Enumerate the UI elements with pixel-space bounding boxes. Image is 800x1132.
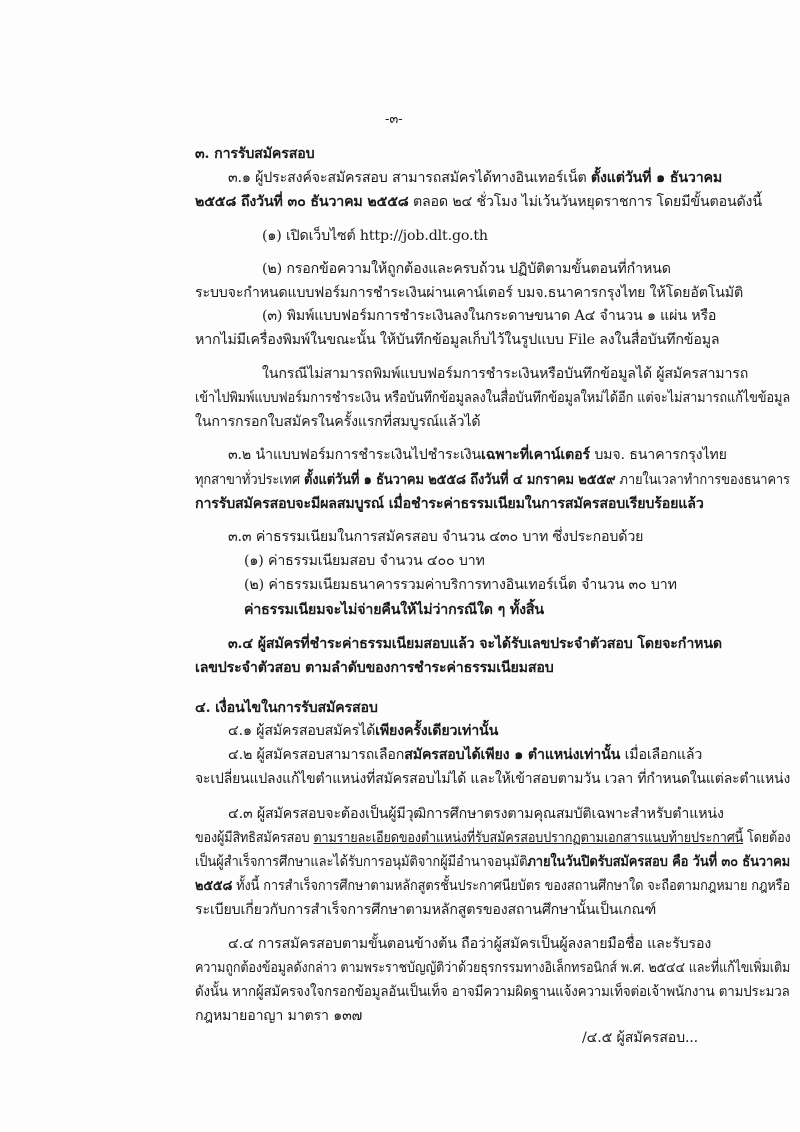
paragraph-3-2-line-2 (195, 471, 790, 489)
paragraph-4-3-line-1: ๔.๓ ผู้สมัครสอบจะต้องเป็นผู้มีวุฒิการศึกษาตรงตามคุณสมบัติเฉพาะสำหรับตำแหน่ง (228, 806, 724, 822)
paragraph-4-1 (228, 722, 498, 740)
paragraph-3-2-branches: ทุกสาขาทั่วประเทศ (195, 472, 305, 488)
paragraph-4-4-line-1: ๔.๔ การสมัครสอบตามขั้นตอนข้างต้น ถือว่าผู้สมัครเป็นผู้ลงลายมือชื่อ และรับรอง (228, 936, 712, 952)
paragraph-4-3-year: ๒๕๕๘ (195, 878, 233, 894)
paragraph-3-2-bank: บมจ. ธนาคารกรุงไทย (589, 447, 727, 463)
paragraph-3-1-text: ๓.๑ ผู้ประสงค์จะสมัครสอบ สามารถสมัครได้ทางอินเทอร์เน็ต (228, 170, 591, 186)
step-3-line-1: (๓) พิมพ์แบบฟอร์มการชำระเงินลงในกระดาษขนาด A๔ จำนวน ๑ แผ่น หรือ (262, 308, 717, 324)
paragraph-4-3-eligible: ของผู้มีสิทธิสมัครสอบ (195, 830, 314, 846)
paragraph-3-2-payment-period: ตั้งแต่วันที่ ๑ ธันวาคม ๒๕๕๘ ถึงวันที่ ๔ มกราคม ๒๕๕๙ (304, 472, 616, 488)
paragraph-4-3-criteria: ทั้งนี้ การสำเร็จการศึกษาตามหลักสูตรชั้นประกาศนียบัตร ของสถานศึกษาใด จะถือตามกฎหมาย กฎหรือ (232, 878, 791, 894)
paragraph-4-3-line-3 (195, 853, 790, 871)
note-line-1: ในกรณีไม่สามารถพิมพ์แบบฟอร์มการชำระเงินหรือบันทึกข้อมูลได้ ผู้สมัครสามารถ (262, 366, 749, 382)
paragraph-3-4-line-1: ๓.๔ ผู้สมัครที่ชำระค่าธรรมเนียมสอบแล้ว จะได้รับเลขประจำตัวสอบ โดยจะกำหนด (228, 636, 722, 652)
paragraph-4-3-graduate: เป็นผู้สำเร็จการศึกษาและได้รับการอนุมัติจากผู้มีอำนาจอนุมัติ (195, 854, 528, 870)
fee-item-2: (๒) ค่าธรรมเนียมธนาคารรวมค่าบริการทางอินเทอร์เน็ต จำนวน ๓๐ บาท (244, 577, 677, 593)
note-line-2: เข้าไปพิมพ์แบบฟอร์มการชำระเงิน หรือบันทึกข้อมูลลงในสื่อบันทึกข้อมูลใหม่ได้อีก แต่จะไม่สามารถแก้ไขข้อมูล (195, 390, 791, 406)
note-line-3: ในการกรอกใบสมัครในครั้งแรกที่สมบูรณ์แล้วได้ (195, 414, 481, 430)
paragraph-3-2-bank-hours: ภายในเวลาทำการของธนาคาร (615, 472, 790, 488)
paragraph-3-2-text: ๓.๒ นำแบบฟอร์มการชำระเงินไปชำระเงิน (228, 447, 482, 463)
paragraph-3-1-date: ตั้งแต่วันที่ ๑ ธันวาคม (590, 170, 723, 186)
paragraph-4-2-text: ๔.๒ ผู้สมัครสอบสามารถเลือก (228, 747, 405, 763)
paragraph-3-1-line-1 (228, 169, 722, 187)
paragraph-4-4-line-4: กฎหมายอาญา มาตรา ๑๓๗ (195, 1008, 363, 1024)
paragraph-3-1-line-2 (195, 193, 762, 211)
paragraph-3-3: ๓.๓ ค่าธรรมเนียมในการสมัครสอบ จำนวน ๔๓๐ บาท ซึ่งประกอบด้วย (228, 529, 644, 545)
paragraph-3-4-line-2: เลขประจำตัวสอบ ตามลำดับของการชำระค่าธรรมเนียมสอบ (195, 660, 554, 676)
paragraph-4-4-line-3: ดังนั้น หากผู้สมัครจงใจกรอกข้อมูลอันเป็นเท็จ อาจมีความผิดฐานแจ้งความเท็จต่อเจ้าพนักงาน ตามประมวล (195, 984, 790, 1000)
paragraph-3-2-line-3: การรับสมัครสอบจะมีผลสมบูรณ์ เมื่อชำระค่าธรรมเนียมในการสมัครสอบเรียบร้อยแล้ว (195, 496, 704, 512)
paragraph-4-3-line-4 (195, 877, 790, 895)
paragraph-3-2-counter-only: เฉพาะที่เคาน์เตอร์ (481, 447, 590, 463)
fee-non-refundable-note: ค่าธรรมเนียมจะไม่จ่ายคืนให้ไม่ว่ากรณีใด ๆ ทั้งสิ้น (244, 602, 544, 618)
paragraph-4-4-line-2: ความถูกต้องข้อมูลดังกล่าว ตามพระราชบัญญัติว่าด้วยธุรกรรมทางอิเล็กทรอนิกส์ พ.ศ. ๒๕๔๔ และที่แก้ไขเพิ่มเติม (195, 960, 791, 976)
paragraph-4-3-must: โดยต้อง (743, 830, 791, 846)
paragraph-3-1-text-2: ตลอด ๒๔ ชั่วโมง ไม่เว้นวันหยุดราชการ โดยมีขั้นตอนดังนี้ (408, 194, 762, 210)
paragraph-4-2-line-2: จะเปลี่ยนแปลงแก้ไขตำแหน่งที่สมัครสอบไม่ได้ และให้เข้าสอบตามวัน เวลา ที่กำหนดในแต่ละตำแหน่ง (195, 771, 791, 787)
continuation-marker: /๔.๕ ผู้สมัครสอบ... (582, 1030, 699, 1046)
paragraph-3-1-date-end: ๒๕๕๘ ถึงวันที่ ๓๐ ธันวาคม ๒๕๕๘ (195, 194, 409, 210)
paragraph-4-2-after-select: เมื่อเลือกแล้ว (620, 747, 703, 763)
paragraph-3-2-line-1 (228, 446, 727, 464)
paragraph-4-1-once-only: เพียงครั้งเดียวเท่านั้น (375, 723, 499, 739)
page-number: -๓- (385, 112, 403, 127)
step-2-line-2: ระบบจะกำหนดแบบฟอร์มการชำระเงินผ่านเคาน์เตอร์ บมจ.ธนาคารกรุงไทย ให้โดยอัตโนมัติ (195, 285, 744, 301)
step-1-open-website: (๑) เปิดเว็บไซต์ http://job.dlt.go.th (262, 228, 488, 244)
paragraph-4-1-text: ๔.๑ ผู้สมัครสอบสมัครได้ (228, 723, 376, 739)
section-3-heading: ๓. การรับสมัครสอบ (195, 146, 315, 162)
paragraph-4-3-attachment-reference: ตามรายละเอียดของตำแหน่งที่รับสมัครสอบปรากฏตามเอกสารแนบท้ายประกาศนี้ (313, 830, 744, 846)
section-4-heading: ๔. เงื่อนไขในการรับสมัครสอบ (195, 700, 378, 716)
fee-item-1: (๑) ค่าธรรมเนียมสอบ จำนวน ๔๐๐ บาท (244, 553, 485, 569)
paragraph-4-2-one-position: สมัครสอบได้เพียง ๑ ตำแหน่งเท่านั้น (404, 747, 621, 763)
step-2-line-1: (๒) กรอกข้อความให้ถูกต้องและครบถ้วน ปฏิบัติตามขั้นตอนที่กำหนด (262, 261, 671, 277)
paragraph-4-2-line-1 (228, 746, 702, 764)
paragraph-4-3-deadline: ภายในวันปิดรับสมัครสอบ คือ วันที่ ๓๐ ธันวาคม (527, 854, 791, 870)
step-3-line-2: หากไม่มีเครื่องพิมพ์ในขณะนั้น ให้บันทึกข้อมูลเก็บไว้ในรูปแบบ File ลงในสื่อบันทึกข้อมูล (195, 332, 720, 348)
paragraph-4-3-line-2 (195, 829, 791, 847)
paragraph-4-3-line-5: ระเบียบเกี่ยวกับการสำเร็จการศึกษาตามหลักสูตรของสถานศึกษานั้นเป็นเกณฑ์ (195, 902, 657, 918)
